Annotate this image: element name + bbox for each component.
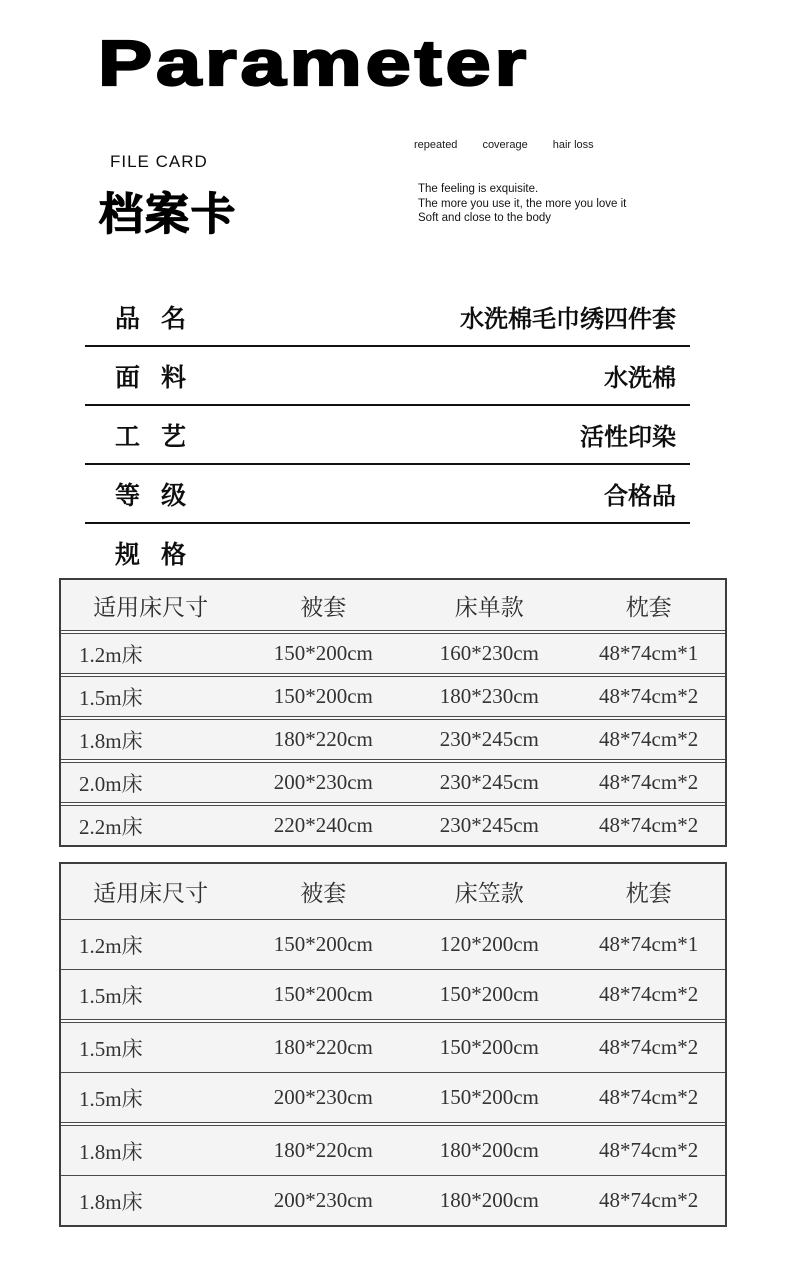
spec-row-specification — [85, 524, 690, 581]
table-cell: 180*220cm — [273, 1138, 373, 1162]
table-header-cell: 床笠款 — [454, 881, 524, 906]
tagline-line: Soft and close to the body — [418, 212, 551, 224]
tagline-line: The feeling is exquisite. — [418, 183, 539, 195]
table-cell: 180*200cm — [439, 1138, 539, 1162]
table-row — [61, 1073, 725, 1123]
table-cell: 220*240cm — [273, 813, 373, 837]
table-cell: 180*200cm — [439, 1188, 539, 1212]
table-header-cell: 床单款 — [454, 594, 524, 620]
table-cell: 150*200cm — [273, 982, 373, 1006]
size-table-flat-sheet — [59, 578, 727, 847]
table-cell: 1.5m床 — [79, 1086, 143, 1111]
table-cell: 48*74cm*1 — [599, 932, 699, 956]
file-card-label-zh: 档案卡 — [99, 190, 237, 239]
table-cell: 48*74cm*2 — [599, 813, 699, 837]
table-cell: 48*74cm*2 — [599, 770, 699, 794]
table-cell: 1.5m床 — [79, 685, 143, 710]
table-cell: 150*200cm — [439, 982, 539, 1006]
table-cell: 48*74cm*2 — [599, 727, 699, 751]
feature-word: repeated — [414, 139, 458, 151]
size-table-fitted-sheet — [59, 862, 727, 1227]
table-header-cell: 适用床尺寸 — [93, 594, 209, 620]
table-cell: 150*200cm — [439, 1085, 539, 1109]
table-cell: 1.5m床 — [79, 983, 143, 1008]
table-row — [61, 920, 725, 970]
table-header-row — [61, 580, 725, 631]
table-cell: 1.2m床 — [79, 933, 143, 958]
table-cell: 120*200cm — [439, 932, 539, 956]
table-cell: 200*230cm — [273, 1188, 373, 1212]
table-row — [61, 1125, 725, 1176]
spec-label: 工 艺 — [115, 422, 187, 451]
table-row — [61, 1176, 725, 1225]
table-cell: 230*245cm — [439, 770, 539, 794]
table-cell: 48*74cm*2 — [599, 684, 699, 708]
table-cell: 1.2m床 — [79, 642, 143, 667]
table-header-cell: 枕套 — [625, 881, 672, 906]
table-row — [61, 762, 725, 803]
spec-label: 面 料 — [115, 363, 187, 392]
page-title: Parameter — [98, 27, 530, 99]
table-header-cell: 被套 — [300, 881, 347, 906]
table-cell: 48*74cm*2 — [599, 1035, 699, 1059]
table-cell: 230*245cm — [439, 813, 539, 837]
table-cell: 180*220cm — [273, 727, 373, 751]
spec-row-product-name — [85, 288, 690, 347]
table-cell: 48*74cm*2 — [599, 1138, 699, 1162]
table-cell: 180*230cm — [439, 684, 539, 708]
table-cell: 150*200cm — [273, 641, 373, 665]
spec-value: 合格品 — [604, 483, 676, 510]
spec-row-grade — [85, 465, 690, 524]
table-row — [61, 633, 725, 674]
spec-row-craft — [85, 406, 690, 465]
table-cell: 2.2m床 — [79, 814, 143, 839]
spec-label: 规 格 — [115, 540, 187, 569]
table-cell: 48*74cm*2 — [599, 1085, 699, 1109]
feature-word: hair loss — [552, 139, 594, 151]
tagline-line: The more you use it, the more you love it — [418, 197, 627, 210]
table-cell: 48*74cm*2 — [599, 1188, 699, 1212]
table-cell: 230*245cm — [439, 727, 539, 751]
spec-value: 水洗棉毛巾绣四件套 — [460, 306, 676, 333]
feature-word: coverage — [482, 139, 528, 151]
spec-value: 水洗棉 — [604, 365, 676, 392]
table-cell: 150*200cm — [273, 684, 373, 708]
table-row — [61, 1022, 725, 1073]
table-cell: 200*230cm — [273, 1085, 373, 1109]
spec-label: 等 级 — [115, 481, 187, 510]
spec-label: 品 名 — [115, 304, 187, 333]
table-cell: 48*74cm*2 — [599, 982, 699, 1006]
table-cell: 150*200cm — [439, 1035, 539, 1059]
table-row — [61, 805, 725, 845]
table-cell: 200*230cm — [273, 770, 373, 794]
table-cell: 160*230cm — [439, 641, 539, 665]
table-cell: 180*220cm — [273, 1035, 373, 1059]
table-row — [61, 719, 725, 760]
spec-list — [85, 288, 690, 581]
file-card-label-en: FILE CARD — [110, 152, 208, 171]
table-row — [61, 970, 725, 1020]
tagline — [418, 182, 626, 226]
spec-value: 活性印染 — [580, 424, 676, 451]
table-cell: 150*200cm — [273, 932, 373, 956]
table-header-cell: 适用床尺寸 — [93, 881, 209, 906]
table-cell: 1.5m床 — [79, 1036, 143, 1061]
table-row — [61, 676, 725, 717]
table-header-cell: 被套 — [300, 594, 347, 620]
table-header-row — [61, 864, 725, 920]
table-cell: 1.8m床 — [79, 728, 143, 753]
spec-row-fabric — [85, 347, 690, 406]
feature-word-list — [414, 139, 594, 151]
table-cell: 1.8m床 — [79, 1189, 143, 1214]
table-header-cell: 枕套 — [625, 594, 672, 620]
table-cell: 2.0m床 — [79, 771, 143, 796]
table-cell: 1.8m床 — [79, 1139, 143, 1164]
table-cell: 48*74cm*1 — [599, 641, 699, 665]
